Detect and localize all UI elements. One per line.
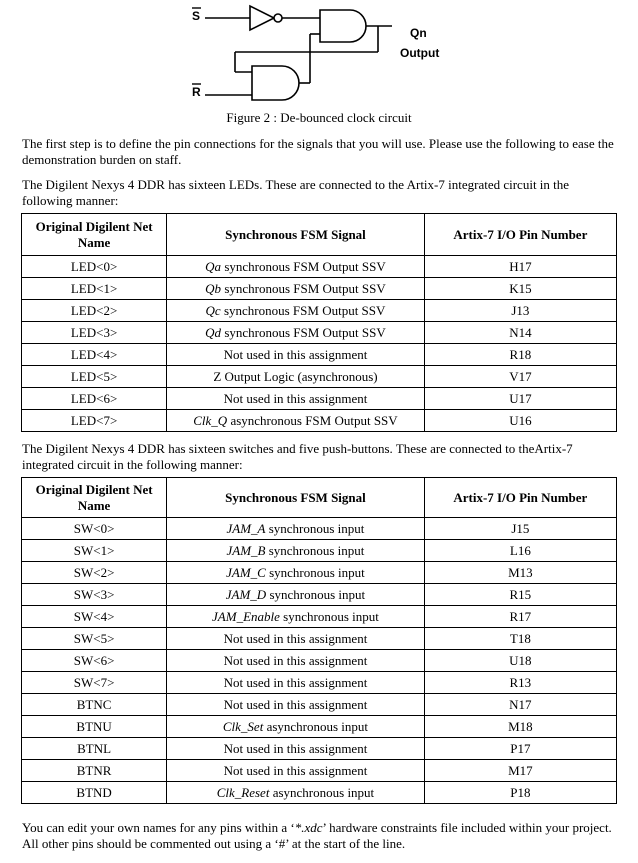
net-name-cell	[22, 716, 167, 738]
cell-text: LED<0>	[70, 259, 118, 274]
cell-text: asynchronous input	[263, 719, 369, 734]
cell-text: K15	[509, 281, 532, 296]
fsm-signal-cell	[167, 650, 425, 672]
table-row	[22, 584, 617, 606]
net-name-cell	[22, 672, 167, 694]
net-name-cell	[22, 366, 167, 388]
debounce-circuit-figure	[0, 0, 638, 110]
cell-text: Not used in this assignment	[223, 653, 368, 668]
table-row	[22, 606, 617, 628]
cell-text: synchronous input	[265, 543, 365, 558]
cell-text: Not used in this assignment	[223, 763, 368, 778]
pin-number-cell	[424, 738, 616, 760]
cell-text: Not used in this assignment	[223, 697, 368, 712]
table-row	[22, 694, 617, 716]
cell-text: L16	[509, 543, 531, 558]
cell-text: LED<4>	[70, 347, 118, 362]
signal-name-text: Clk_Reset	[216, 785, 270, 800]
pin-number-cell	[424, 518, 616, 540]
cell-text: Not used in this assignment	[223, 391, 368, 406]
closing-text-a: You can edit your own names for any pins within a ‘	[22, 820, 295, 835]
pin-number-cell	[424, 606, 616, 628]
leds-paragraph: The Digilent Nexys 4 DDR has sixteen LEDs. These are connected to the Artix-7 integrated circuit in the following manner:	[22, 177, 570, 208]
pin-number-cell	[424, 628, 616, 650]
net-name-cell	[22, 410, 167, 432]
intro-paragraph: The first step is to define the pin connections for the signals that you will use. Please use the following to ease the demonstration burden on staff.	[22, 136, 614, 167]
xdc-file-name: *.xdc	[294, 820, 323, 835]
cell-text: P18	[510, 785, 531, 800]
header-net-name: Original Digilent Net Name	[22, 214, 167, 256]
cell-text: BTND	[76, 785, 112, 800]
fsm-signal-cell	[167, 716, 425, 738]
cell-text: U17	[509, 391, 532, 406]
net-name-cell	[22, 760, 167, 782]
table-row	[22, 716, 617, 738]
table-row	[22, 518, 617, 540]
cell-text: SW<2>	[73, 565, 115, 580]
fsm-signal-cell	[167, 672, 425, 694]
table-row	[22, 300, 617, 322]
fsm-signal-cell	[167, 738, 425, 760]
cell-text: synchronous input	[265, 521, 365, 536]
net-name-cell	[22, 300, 167, 322]
cell-text: synchronous FSM Output SSV	[221, 259, 386, 274]
header-pin-number: Artix-7 I/O Pin Number	[424, 478, 616, 518]
fsm-signal-cell	[167, 388, 425, 410]
net-name-cell	[22, 782, 167, 804]
table-row	[22, 738, 617, 760]
signal-name-text: JAM_A	[226, 521, 266, 536]
pin-number-cell	[424, 344, 616, 366]
cell-text: SW<3>	[73, 587, 115, 602]
cell-text: Z Output Logic (asynchronous)	[213, 369, 378, 384]
led-table-header-row	[22, 214, 617, 256]
net-name-cell	[22, 278, 167, 300]
cell-text: SW<5>	[73, 631, 115, 646]
cell-text: synchronous FSM Output SSV	[221, 281, 386, 296]
signal-name-text: Qb	[205, 281, 222, 296]
cell-text: M13	[508, 565, 533, 580]
signal-name-text: Clk_Set	[222, 719, 264, 734]
cell-text: BTNU	[76, 719, 112, 734]
pin-number-cell	[424, 322, 616, 344]
table-row	[22, 322, 617, 344]
header-fsm-signal: Synchronous FSM Signal	[167, 478, 425, 518]
table-row	[22, 628, 617, 650]
fsm-signal-cell	[167, 300, 425, 322]
closing-text-b: ’ hardware constraints file included within your project. All other pins should be commented out using a ‘#’ at the start of the line.	[22, 820, 612, 851]
cell-text: LED<6>	[70, 391, 118, 406]
cell-text: R13	[509, 675, 532, 690]
cell-text: U16	[509, 413, 532, 428]
signal-name-text: Qa	[205, 259, 222, 274]
cell-text: Not used in this assignment	[223, 741, 368, 756]
cell-text: R15	[509, 587, 532, 602]
signal-name-text: Qc	[205, 303, 221, 318]
fsm-signal-cell	[167, 366, 425, 388]
pin-number-cell	[424, 366, 616, 388]
net-name-cell	[22, 584, 167, 606]
pin-number-cell	[424, 716, 616, 738]
cell-text: synchronous FSM Output SSV	[221, 325, 386, 340]
net-name-cell	[22, 562, 167, 584]
signal-name-text: JAM_Enable	[212, 609, 280, 624]
fsm-signal-cell	[167, 782, 425, 804]
table-row	[22, 366, 617, 388]
net-name-cell	[22, 628, 167, 650]
pin-number-cell	[424, 540, 616, 562]
cell-text: J15	[511, 521, 530, 536]
cell-text: SW<4>	[73, 609, 115, 624]
net-name-cell	[22, 540, 167, 562]
fsm-signal-cell	[167, 562, 425, 584]
cell-text: Not used in this assignment	[223, 675, 368, 690]
cell-text: LED<1>	[70, 281, 118, 296]
signal-s-label: S	[192, 9, 201, 23]
signal-name-text: JAM_B	[226, 543, 266, 558]
header-fsm-signal: Synchronous FSM Signal	[167, 214, 425, 256]
signal-name-text: Qd	[205, 325, 222, 340]
cell-text: synchronous input	[265, 565, 365, 580]
figure-caption: Figure 2 : De-bounced clock circuit	[226, 110, 412, 125]
net-name-cell	[22, 650, 167, 672]
output-name-label: Qn	[410, 26, 427, 40]
table-row	[22, 672, 617, 694]
net-name-cell	[22, 344, 167, 366]
cell-text: LED<3>	[70, 325, 118, 340]
cell-text: T18	[509, 631, 531, 646]
cell-text: U18	[509, 653, 532, 668]
table-row	[22, 650, 617, 672]
net-name-cell	[22, 256, 167, 278]
fsm-signal-cell	[167, 256, 425, 278]
net-name-cell	[22, 388, 167, 410]
table-row	[22, 344, 617, 366]
table-row	[22, 540, 617, 562]
cell-text: asynchronous FSM Output SSV	[227, 413, 398, 428]
cell-text: SW<7>	[73, 675, 115, 690]
closing-paragraph	[22, 820, 622, 852]
cell-text: SW<1>	[73, 543, 115, 558]
cell-text: M17	[508, 763, 533, 778]
pin-number-cell	[424, 562, 616, 584]
table-row	[22, 782, 617, 804]
pin-number-cell	[424, 760, 616, 782]
fsm-signal-cell	[167, 584, 425, 606]
fsm-signal-cell	[167, 628, 425, 650]
header-net-name: Original Digilent Net Name	[22, 478, 167, 518]
pin-number-cell	[424, 584, 616, 606]
signal-name-text: Clk_Q	[193, 413, 228, 428]
cell-text: Not used in this assignment	[223, 347, 368, 362]
cell-text: J13	[511, 303, 530, 318]
pin-number-cell	[424, 300, 616, 322]
pin-number-cell	[424, 410, 616, 432]
net-name-cell	[22, 322, 167, 344]
net-name-cell	[22, 606, 167, 628]
cell-text: synchronous input	[279, 609, 379, 624]
cell-text: R17	[509, 609, 532, 624]
cell-text: BTNL	[77, 741, 112, 756]
pin-number-cell	[424, 694, 616, 716]
switch-table-header-row	[22, 478, 617, 518]
pin-number-cell	[424, 388, 616, 410]
cell-text: Not used in this assignment	[223, 631, 368, 646]
fsm-signal-cell	[167, 278, 425, 300]
fsm-signal-cell	[167, 410, 425, 432]
cell-text: N17	[509, 697, 532, 712]
pin-number-cell	[424, 256, 616, 278]
cell-text: LED<2>	[70, 303, 118, 318]
net-name-cell	[22, 738, 167, 760]
pin-number-cell	[424, 672, 616, 694]
table-row	[22, 562, 617, 584]
cell-text: synchronous FSM Output SSV	[220, 303, 386, 318]
fsm-signal-cell	[167, 540, 425, 562]
pin-number-cell	[424, 278, 616, 300]
output-label: Output	[400, 46, 440, 60]
cell-text: BTNC	[76, 697, 112, 712]
pin-number-cell	[424, 782, 616, 804]
header-pin-number: Artix-7 I/O Pin Number	[424, 214, 616, 256]
cell-text: synchronous input	[266, 587, 366, 602]
circuit-diagram	[0, 0, 638, 110]
net-name-cell	[22, 694, 167, 716]
cell-text: asynchronous input	[269, 785, 375, 800]
cell-text: SW<0>	[73, 521, 115, 536]
cell-text: M18	[508, 719, 533, 734]
fsm-signal-cell	[167, 518, 425, 540]
table-row	[22, 760, 617, 782]
table-row	[22, 278, 617, 300]
led-pin-table	[21, 213, 617, 432]
pin-number-cell	[424, 650, 616, 672]
fsm-signal-cell	[167, 344, 425, 366]
fsm-signal-cell	[167, 606, 425, 628]
table-row	[22, 388, 617, 410]
cell-text: BTNR	[76, 763, 112, 778]
signal-r-label: R	[192, 85, 201, 99]
fsm-signal-cell	[167, 322, 425, 344]
cell-text: R18	[509, 347, 532, 362]
cell-text: LED<5>	[70, 369, 118, 384]
net-name-cell	[22, 518, 167, 540]
cell-text: LED<7>	[70, 413, 118, 428]
switches-paragraph: The Digilent Nexys 4 DDR has sixteen switches and five push-buttons. These are connected to theArtix-7 integrated circuit in the following manner:	[22, 441, 573, 472]
signal-name-text: JAM_D	[225, 587, 267, 602]
cell-text: SW<6>	[73, 653, 115, 668]
cell-text: V17	[509, 369, 532, 384]
table-row	[22, 256, 617, 278]
fsm-signal-cell	[167, 760, 425, 782]
cell-text: H17	[509, 259, 532, 274]
cell-text: N14	[509, 325, 532, 340]
switch-pin-table	[21, 477, 617, 804]
table-row	[22, 410, 617, 432]
cell-text: P17	[510, 741, 531, 756]
fsm-signal-cell	[167, 694, 425, 716]
signal-name-text: JAM_C	[226, 565, 266, 580]
